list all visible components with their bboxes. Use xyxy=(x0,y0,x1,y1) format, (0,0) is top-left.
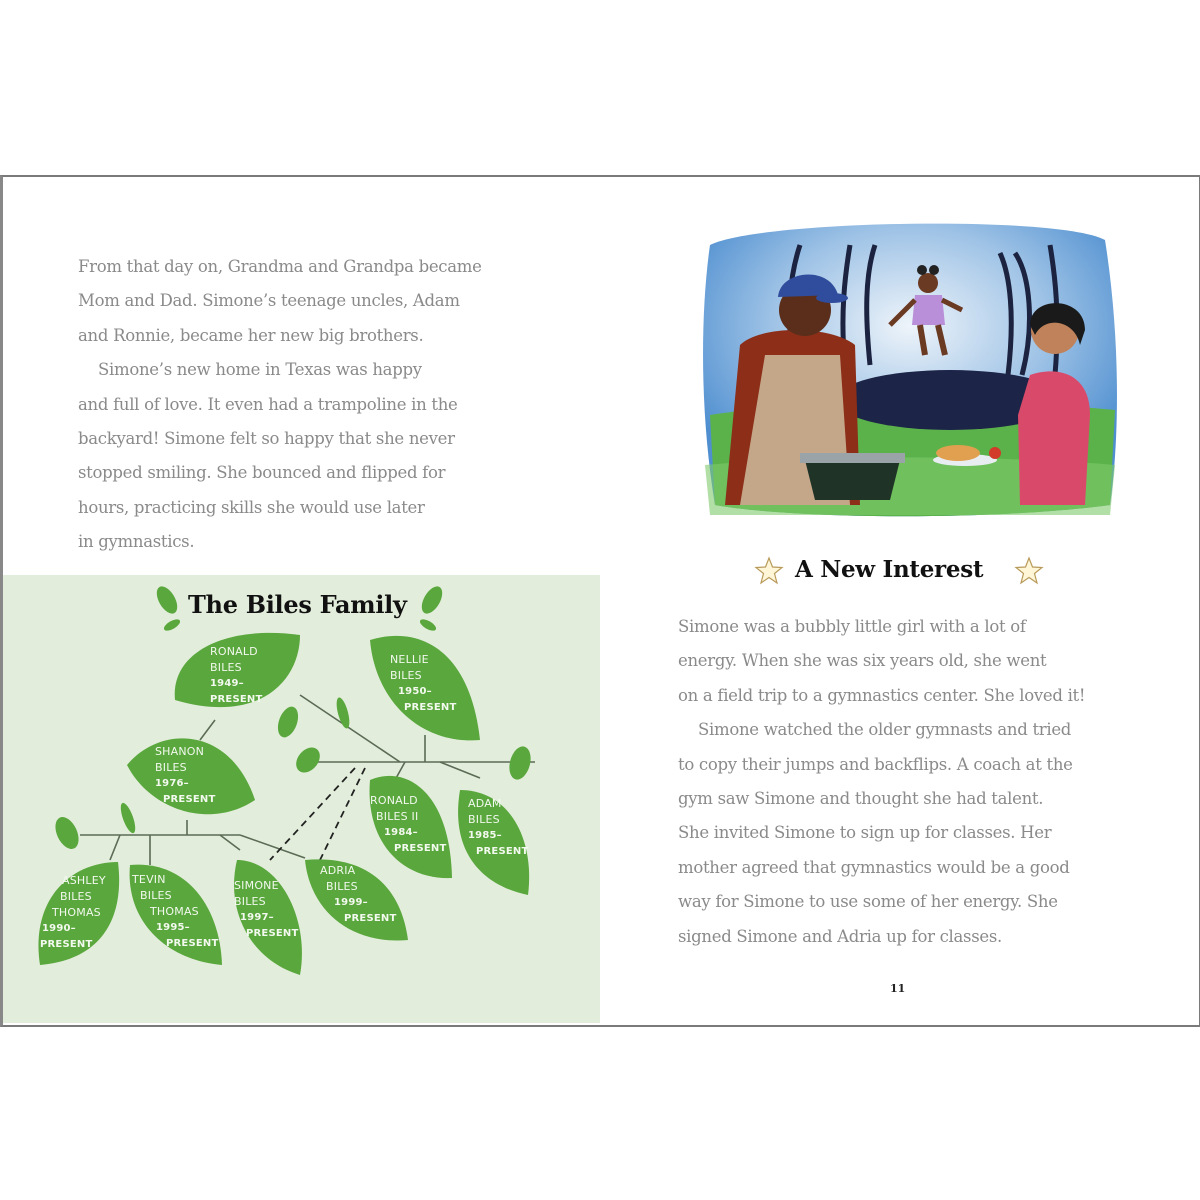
text-line: Simone’s new home in Texas was happy xyxy=(98,360,422,380)
member-simone xyxy=(234,878,298,942)
member-ronald-ii xyxy=(370,793,446,857)
member-years: 1995– xyxy=(156,922,190,933)
member-years: 1984– xyxy=(384,827,418,838)
member-name: ASHLEY xyxy=(62,874,106,887)
member-years: 1949– xyxy=(210,678,244,689)
text-line: signed Simone and Adria up for classes. xyxy=(678,926,1002,946)
star-icon xyxy=(754,556,784,586)
member-name: BILES xyxy=(155,761,187,774)
member-name: BILES xyxy=(140,889,172,902)
member-name: BILES xyxy=(468,813,500,826)
text-line: and full of love. It even had a trampoline in the xyxy=(78,394,458,414)
text-line: Simone watched the older gymnasts and tried xyxy=(698,720,1072,740)
text-line: backyard! Simone felt so happy that she never xyxy=(78,429,455,449)
member-years: PRESENT xyxy=(40,939,93,950)
tree-dashed-links xyxy=(270,768,365,860)
member-name: SHANON xyxy=(155,745,205,758)
member-name: BILES xyxy=(390,669,422,682)
member-years: PRESENT xyxy=(404,702,457,713)
member-name: ADAM xyxy=(468,797,502,810)
member-name: SIMONE xyxy=(234,879,279,892)
member-tevin xyxy=(132,872,218,952)
paragraph xyxy=(78,250,482,353)
text-line: stopped smiling. She bounced and flipped for xyxy=(78,463,446,483)
member-name: RONALD xyxy=(370,794,418,807)
right-page-text xyxy=(678,610,1085,954)
family-tree-title: The Biles Family xyxy=(188,590,407,619)
text-line: to copy their jumps and backflips. A coach at the xyxy=(678,754,1073,774)
member-name: THOMAS xyxy=(52,906,101,919)
member-name: ADRIA xyxy=(320,864,356,877)
text-line: in gymnastics. xyxy=(78,532,195,552)
member-years: PRESENT xyxy=(163,794,216,805)
text-line: gym saw Simone and thought she had talent. xyxy=(678,789,1044,809)
text-line: mother agreed that gymnastics would be a good xyxy=(678,857,1070,877)
member-adam xyxy=(468,796,528,860)
section-title: A New Interest xyxy=(795,556,984,583)
member-name: BILES xyxy=(60,890,92,903)
member-ronald xyxy=(210,644,262,708)
member-name: THOMAS xyxy=(150,905,199,918)
left-page-text xyxy=(78,250,482,560)
member-years: PRESENT xyxy=(476,846,529,857)
member-name: NELLIE xyxy=(390,653,429,666)
member-years: 1999– xyxy=(334,897,368,908)
member-years: PRESENT xyxy=(210,694,263,705)
star-icon xyxy=(1014,556,1044,586)
member-years: 1997– xyxy=(240,912,274,923)
member-years: 1985– xyxy=(468,830,502,841)
member-name: RONALD xyxy=(210,645,258,658)
paragraph xyxy=(78,353,482,559)
backyard-illustration xyxy=(700,215,1120,525)
member-years: 1976– xyxy=(155,778,189,789)
member-ashley xyxy=(40,873,106,953)
text-line: Mom and Dad. Simone’s teenage uncles, Adam xyxy=(78,291,460,311)
text-line: hours, practicing skills she would use later xyxy=(78,497,425,517)
member-name: TEVIN xyxy=(132,873,166,886)
member-years: PRESENT xyxy=(344,913,397,924)
member-name: BILES xyxy=(210,661,242,674)
page-number: 11 xyxy=(890,982,906,995)
member-years: PRESENT xyxy=(246,928,299,939)
text-line: and Ronnie, became her new big brothers. xyxy=(78,325,424,345)
member-name: BILES xyxy=(326,880,358,893)
member-name: BILES II xyxy=(376,810,419,823)
member-years: 1990– xyxy=(42,923,76,934)
text-line: She invited Simone to sign up for classes. Her xyxy=(678,823,1052,843)
paragraph xyxy=(678,713,1085,954)
text-line: on a field trip to a gymnastics center. She loved it! xyxy=(678,685,1086,705)
member-years: 1950– xyxy=(398,686,432,697)
text-line: way for Simone to use some of her energy. She xyxy=(678,892,1058,912)
member-years: PRESENT xyxy=(166,938,219,949)
paragraph xyxy=(678,610,1085,713)
grill xyxy=(805,460,900,500)
member-name: BILES xyxy=(234,895,266,908)
text-line: Simone was a bubbly little girl with a lot of xyxy=(678,617,1026,636)
text-line: energy. When she was six years old, she went xyxy=(678,651,1047,671)
member-years: PRESENT xyxy=(394,843,447,854)
text-line: From that day on, Grandma and Grandpa became xyxy=(78,257,482,276)
member-nellie xyxy=(390,652,456,716)
member-shanon xyxy=(155,744,215,808)
member-adria xyxy=(320,863,396,927)
